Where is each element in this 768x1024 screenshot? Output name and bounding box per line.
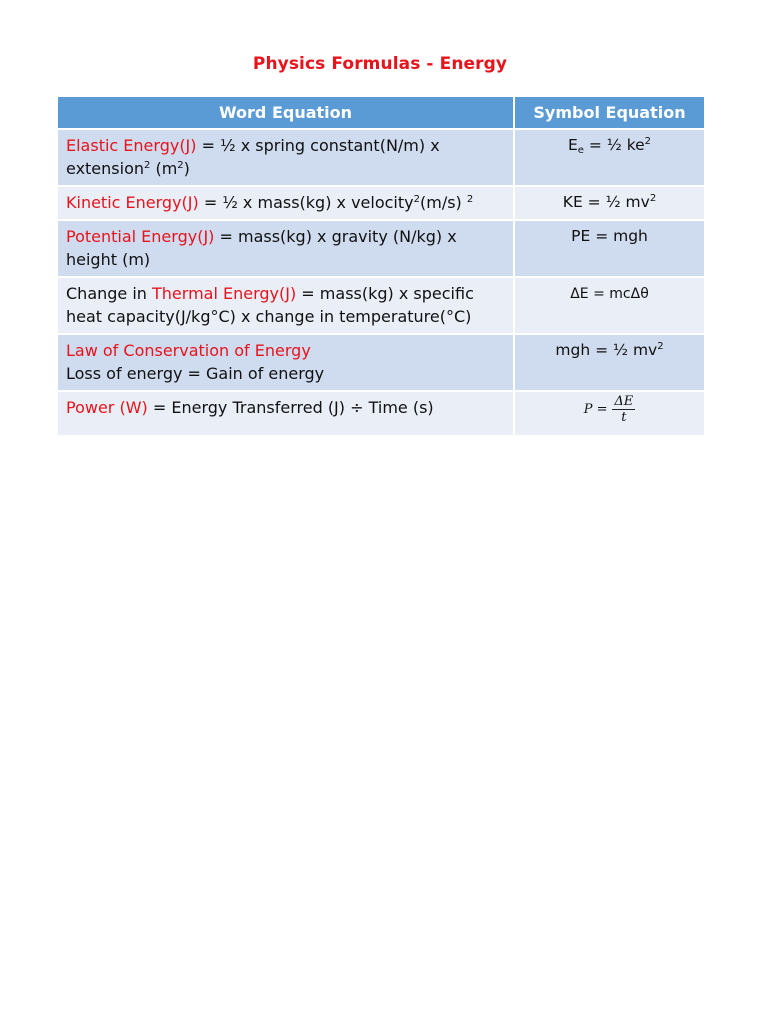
fraction-denominator: t xyxy=(621,410,627,425)
superscript: 2 xyxy=(413,194,420,205)
word-equation-text: = ½ x spring constant(N/m) x extension xyxy=(66,136,440,178)
symbol-equation-cell xyxy=(514,391,704,435)
word-equation-text: Change in xyxy=(66,284,153,303)
superscript: 2 xyxy=(144,160,151,171)
word-equation-cell xyxy=(58,277,514,334)
energy-term: Elastic Energy(J) xyxy=(66,136,197,155)
energy-term: Thermal Energy(J) xyxy=(152,284,297,303)
word-equation-text: = Energy Transferred (J) ÷ Time (s) xyxy=(147,398,434,417)
table-row xyxy=(58,334,704,391)
page-title: Physics Formulas - Energy xyxy=(252,54,508,74)
table-row xyxy=(58,186,704,220)
word-equation-text: (m/s) xyxy=(420,193,467,212)
superscript: 2 xyxy=(466,194,474,205)
fraction-numerator: ΔE xyxy=(614,394,634,409)
symbol-equation-cell xyxy=(514,220,704,277)
word-equation-cell xyxy=(58,186,514,220)
energy-term: Law of Conservation of Energy xyxy=(66,341,311,360)
subscript: e xyxy=(577,145,584,156)
symbol-text: E xyxy=(567,136,578,154)
word-equation-text: ) xyxy=(183,159,190,178)
word-equation-cell xyxy=(58,129,514,186)
superscript: 2 xyxy=(177,160,184,171)
table-header-row xyxy=(58,97,704,129)
table-row xyxy=(58,391,704,435)
superscript: 2 xyxy=(649,193,657,204)
table-row xyxy=(58,220,704,277)
power-fraction xyxy=(612,394,635,425)
symbol-text: KE = ½ mv xyxy=(562,193,650,211)
energy-term: Kinetic Energy(J) xyxy=(66,193,199,212)
column-header-word-equation: Word Equation xyxy=(58,97,514,129)
symbol-equation-cell xyxy=(514,334,704,391)
symbol-text: PE = mgh xyxy=(571,227,648,245)
superscript: 2 xyxy=(657,341,664,352)
symbol-equation-cell xyxy=(514,129,704,186)
symbol-equation-cell xyxy=(514,186,704,220)
word-equation-cell xyxy=(58,391,514,435)
word-equation-text: = mass(kg) x gravity (N/kg) x height (m) xyxy=(66,227,457,269)
energy-term: Potential Energy(J) xyxy=(66,227,215,246)
symbol-text: = ½ ke xyxy=(583,136,645,154)
table-row xyxy=(58,277,704,334)
word-equation-text: = ½ x mass(kg) x velocity xyxy=(198,193,414,212)
word-equation-text: (m xyxy=(150,159,178,178)
symbol-text: mgh = ½ mv xyxy=(555,341,658,359)
word-equation-text: Loss of energy = Gain of energy xyxy=(66,364,325,383)
symbol-equation-cell xyxy=(514,277,704,334)
energy-formulas-table xyxy=(58,97,704,435)
symbol-text: P = xyxy=(583,402,608,417)
energy-term: Power (W) xyxy=(66,398,148,417)
table-row xyxy=(58,129,704,186)
symbol-text: ΔE = mcΔθ xyxy=(570,286,649,302)
word-equation-cell xyxy=(58,220,514,277)
column-header-symbol-equation: Symbol Equation xyxy=(514,97,704,129)
word-equation-text: = mass(kg) x specific heat capacity(J/kg°C) x change in temperature(°C) xyxy=(66,284,474,326)
superscript: 2 xyxy=(644,136,652,147)
word-equation-cell xyxy=(58,334,514,391)
